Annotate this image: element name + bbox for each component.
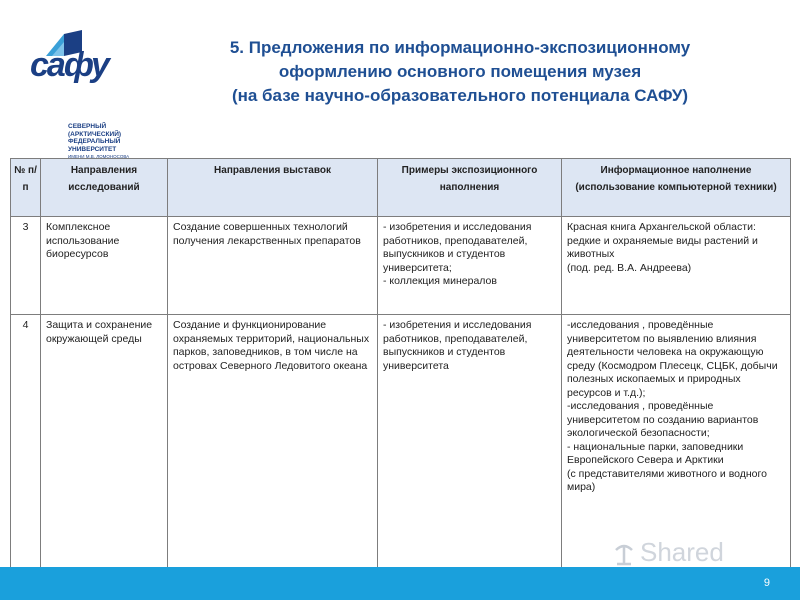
table-row <box>11 315 791 575</box>
watermark-text <box>640 537 724 568</box>
logo-subtitle-main: СЕВЕРНЫЙ (АРКТИЧЕСКИЙ) ФЕДЕРАЛЬНЫЙ УНИВЕРСИТЕТ <box>68 123 122 153</box>
cell-examples: - изобретения и исследования работников, преподавателей, выпускников и студентов университета; - коллекция минералов <box>378 217 562 315</box>
header-information: Информационное наполнение (использование компьютерной техники) <box>562 159 791 217</box>
safu-logo <box>28 28 130 159</box>
cell-research: Защита и сохранение окружающей среды <box>41 315 168 575</box>
header-number: № п/п <box>11 159 41 217</box>
row-number: 3 <box>11 217 41 315</box>
cell-info: Красная книга Архангельской области: редкие и охраняемые виды растений и животных (под. ред. В.А. Андреева) <box>562 217 791 315</box>
slide-title <box>140 36 780 108</box>
title-line-3: (на базе научно-образовательного потенциала САФУ) <box>231 86 689 105</box>
logo-subtitle <box>68 123 130 161</box>
logo-wordmark: сафу <box>30 46 108 84</box>
footer-bar <box>0 567 800 600</box>
watermark-logo-icon <box>612 540 636 566</box>
proposals-table <box>10 158 791 575</box>
table-header-row <box>11 159 791 217</box>
title-line-2: оформлению основного помещения музея <box>278 62 642 81</box>
cell-info: -исследования , проведённые университетом по выявлению влияния деятельности человека на окружающую среду (Космодром Плесецк, СЦБК, добычи полезных ископаемых и природных ресурсов и т.д.); -исследования , проведённые университетом по созданию вариантов экологической безопасности; - национальные парки, заповедники Европейского Севера и Арктики (с представителями животного и водного мира) <box>562 315 791 575</box>
title-line-1: 5. Предложения по информационно-экспозиционному <box>229 38 691 57</box>
watermark-label: Shared <box>640 537 724 567</box>
page-number: 9 <box>763 577 770 589</box>
cell-exhibit: Создание и функционирование охраняемых территорий, национальных парков, заповедников, в том числе на островах Северного Ледовитого океана <box>168 315 378 575</box>
header-research: Направления исследований <box>41 159 168 217</box>
row-number: 4 <box>11 315 41 575</box>
header-exhibitions: Направления выставок <box>168 159 378 217</box>
cell-exhibit: Создание совершенных технологий получения лекарственных препаратов <box>168 217 378 315</box>
cell-research: Комплексное использование биоресурсов <box>41 217 168 315</box>
table-row <box>11 217 791 315</box>
cell-examples: - изобретения и исследования работников, преподавателей, выпускников и студентов университета <box>378 315 562 575</box>
header-examples: Примеры экспозиционного наполнения <box>378 159 562 217</box>
logo-subtitle-small: ИМЕНИ М.В. ЛОМОНОСОВА <box>68 154 130 159</box>
